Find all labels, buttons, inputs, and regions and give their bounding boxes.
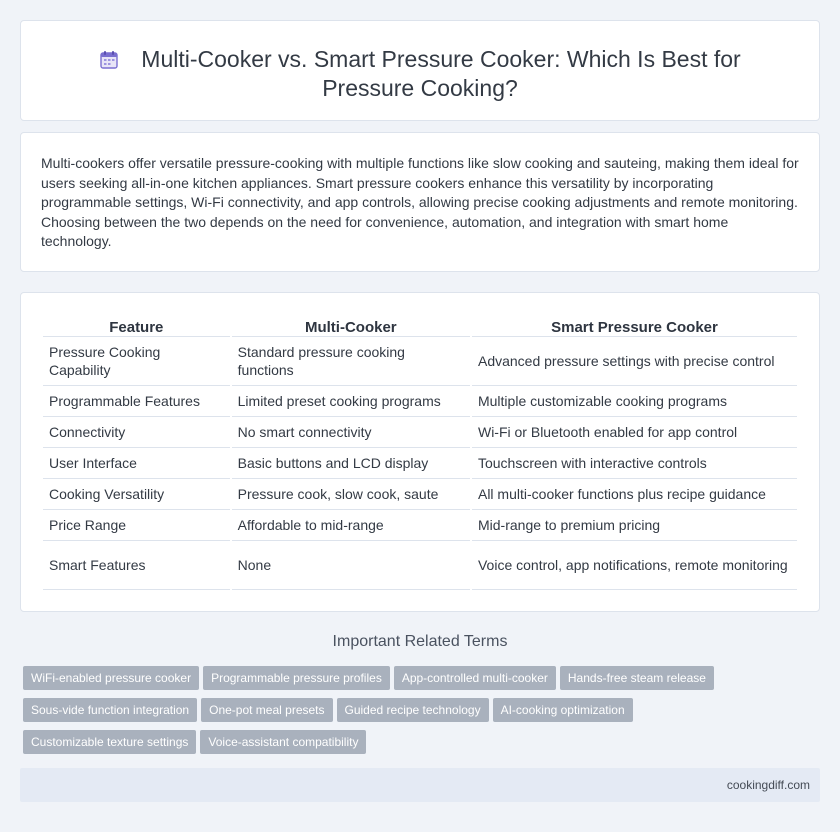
term-tag[interactable]: App-controlled multi-cooker [394,666,556,690]
table-row [43,510,797,541]
intro-card [20,132,820,272]
footer [20,768,820,802]
calendar-icon [99,48,119,68]
table-cell: User Interface [43,448,230,479]
header-smart-pressure-cooker: Smart Pressure Cooker [472,317,797,337]
table-cell: Basic buttons and LCD display [232,448,470,479]
page-title-wrap [21,45,819,103]
term-tag[interactable]: Customizable texture settings [23,730,196,754]
table-row [43,448,797,479]
table-cell: Pressure cook, slow cook, saute [232,479,470,510]
table-cell: None [232,541,470,590]
table-cell: Price Range [43,510,230,541]
term-tag[interactable]: Sous-vide function integration [23,698,197,722]
term-tag[interactable]: Guided recipe technology [337,698,489,722]
table-cell: Voice control, app notifications, remote monitoring [472,541,797,590]
table-cell: Programmable Features [43,386,230,417]
page-title: Multi-Cooker vs. Smart Pressure Cooker: Which Is Best for Pressure Cooking? [141,46,741,101]
title-card [20,20,820,121]
header-multi-cooker: Multi-Cooker [232,317,470,337]
table-row [43,386,797,417]
term-tag[interactable]: Programmable pressure profiles [203,666,390,690]
table-cell: Cooking Versatility [43,479,230,510]
related-terms-heading: Important Related Terms [332,633,508,650]
related-terms-row [23,666,823,690]
table-cell: Limited preset cooking programs [232,386,470,417]
table-cell: Standard pressure cooking functions [232,337,470,386]
footer-site-link[interactable]: cookingdiff.com [726,778,810,792]
term-tag[interactable]: Hands-free steam release [560,666,714,690]
table-row [43,479,797,510]
header-feature: Feature [43,317,230,337]
table-header-row [43,317,797,337]
table-cell: Pressure Cooking Capability [43,337,230,386]
table-cell: Wi-Fi or Bluetooth enabled for app control [472,417,797,448]
table-cell: Multiple customizable cooking programs [472,386,797,417]
comparison-table-card [20,292,820,612]
term-tag[interactable]: AI-cooking optimization [493,698,633,722]
table-cell: Touchscreen with interactive controls [472,448,797,479]
related-terms-row [23,730,823,754]
table-row [43,541,797,590]
related-terms-row [23,698,823,722]
table-cell: Advanced pressure settings with precise control [472,337,797,386]
intro-text: Multi-cookers offer versatile pressure-cooking with multiple functions like slow cooking and sauteing, making them ideal for users seeking all-in-one kitchen appliances. Smart pressure cookers enhance this versatility by incorporating programmable settings, Wi-Fi connectivity, and app controls, allowing precise cooking adjustments and remote monitoring. Choosing between the two depends on the need for convenience, automation, and integration with smart home technology. [41,155,799,250]
term-tag[interactable]: Voice-assistant compatibility [200,730,366,754]
table-cell: Mid-range to premium pricing [472,510,797,541]
table-cell: No smart connectivity [232,417,470,448]
term-tag[interactable]: One-pot meal presets [201,698,332,722]
table-cell: Smart Features [43,541,230,590]
term-tag[interactable]: WiFi-enabled pressure cooker [23,666,199,690]
table-row [43,417,797,448]
comparison-table [41,317,799,590]
table-cell: All multi-cooker functions plus recipe guidance [472,479,797,510]
table-cell: Affordable to mid-range [232,510,470,541]
table-cell: Connectivity [43,417,230,448]
table-row [43,337,797,386]
